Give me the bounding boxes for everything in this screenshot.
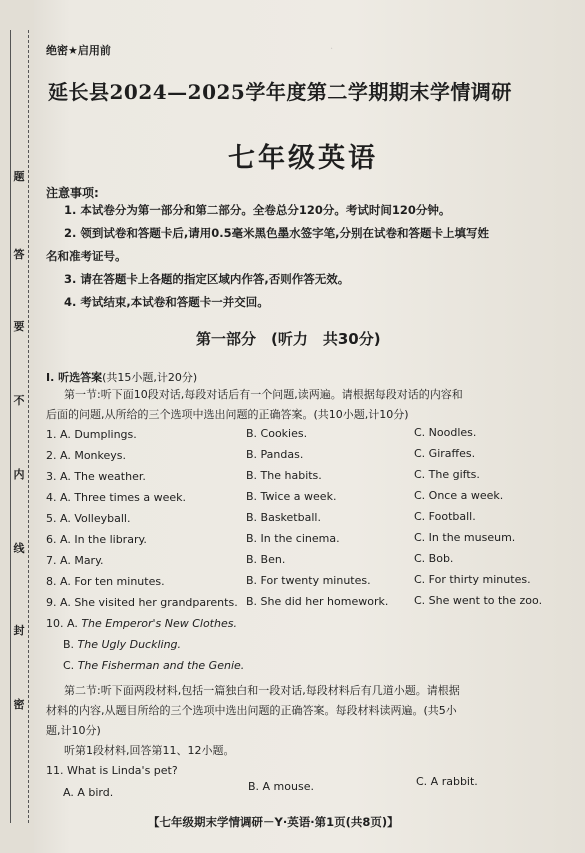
question-option-c: C. In the museum. (414, 531, 516, 544)
bleed-through-text: · (330, 44, 334, 55)
question-number: 2. (46, 449, 57, 462)
question-11-option-c: C. A rabbit. (416, 775, 478, 788)
binding-margin (0, 0, 34, 853)
question-option-b: B. For twenty minutes. (246, 574, 371, 587)
question-11-option-a: A. A bird. (63, 786, 114, 799)
option-text: A. The weather. (60, 470, 146, 483)
question-11-stem: 11. What is Linda's pet? (46, 764, 178, 777)
option-text: A. Mary. (60, 554, 104, 567)
question-option-c: C. Giraffes. (414, 447, 476, 460)
margin-char: 线 (13, 542, 25, 555)
question-number: 1. (46, 428, 57, 441)
question-number: 7. (46, 554, 57, 567)
notice-item: 4. 考试结束,本试卷和答题卡一并交回。 (64, 295, 269, 309)
question-option-c: C. For thirty minutes. (414, 573, 531, 586)
margin-char: 不 (13, 394, 25, 407)
section-1-intro-line: 后面的问题,从所给的三个选项中选出问题的正确答案。(共10小题,计10分) (46, 408, 409, 421)
part-one-title: 第一部分 (听力 共30分) (196, 330, 381, 348)
option-text: The Ugly Duckling. (77, 638, 182, 651)
section-one-heading (46, 369, 197, 385)
option-text: A. Dumplings. (60, 428, 137, 441)
margin-char: 题 (13, 170, 25, 183)
option-text: A. Volleyball. (60, 512, 131, 525)
question-number: 5. (46, 512, 57, 525)
option-text: A. She visited her grandparents. (60, 596, 238, 609)
notice-heading: 注意事项: (46, 186, 99, 200)
question-option-a (46, 554, 104, 567)
option-prefix: C. (63, 659, 78, 672)
notice-item: 1. 本试卷分为第一部分和第二部分。全卷总分120分。考试时间120分钟。 (64, 203, 451, 217)
section-1-intro-line (64, 385, 463, 405)
question-option-c: C. Noodles. (414, 426, 477, 439)
question-number: 4. (46, 491, 57, 504)
notice-item: 3. 请在答题卡上各题的指定区域内作答,否则作答无效。 (64, 272, 350, 286)
question-number: 10. (46, 617, 64, 630)
notice-item: 2. 领到试卷和答题卡后,请用0.5毫米黑色墨水签字笔,分别在试卷和答题卡上填写姓 (64, 226, 489, 240)
question-option-c: C. She went to the zoo. (414, 594, 543, 607)
margin-char: 封 (13, 624, 25, 637)
question-11-option-b: B. A mouse. (248, 780, 314, 793)
question-number: 3. (46, 470, 57, 483)
question-option-a (46, 512, 130, 525)
question-10-option-a (46, 617, 237, 630)
section-2-intro-line (64, 681, 460, 701)
question-option-a (46, 449, 126, 462)
question-10-option-c (63, 659, 244, 672)
question-option-b: B. Ben. (246, 553, 286, 566)
margin-char: 内 (13, 468, 25, 481)
confidential-label: 绝密★启用前 (46, 44, 111, 57)
margin-line (10, 30, 11, 823)
section-2-intro-line: 材料的内容,从题目所给的三个选项中选出问题的正确答案。每段材料读两遍。(共5小 (46, 704, 457, 717)
question-option-a (46, 491, 186, 504)
question-option-b: B. She did her homework. (246, 595, 389, 608)
question-option-b: B. The habits. (246, 469, 322, 482)
notice-item: 名和准考证号。 (46, 249, 127, 263)
question-option-b: B. Pandas. (246, 448, 304, 461)
question-option-b: B. In the cinema. (246, 532, 340, 545)
question-option-b: B. Basketball. (246, 511, 321, 524)
section-label: 第二节: (64, 684, 101, 697)
option-text: A. For ten minutes. (60, 575, 165, 588)
question-option-a (46, 575, 165, 588)
question-option-c: C. Once a week. (414, 489, 504, 502)
option-prefix: B. (63, 638, 78, 651)
option-text: The Fisherman and the Genie. (77, 659, 245, 672)
section-instruction: 听下面两段材料,包括一篇独白和一段对话,每段材料后有几道小题。请根据 (100, 684, 460, 697)
question-number: 9. (46, 596, 57, 609)
question-option-a (46, 470, 146, 483)
question-number: 8. (46, 575, 57, 588)
option-text: A. Three times a week. (60, 491, 187, 504)
option-text: A. Monkeys. (60, 449, 126, 462)
exam-title: 延长县2024—2025学年度第二学期期末学情调研 (48, 80, 512, 104)
question-option-a (46, 533, 147, 546)
question-option-c: C. Football. (414, 510, 476, 523)
question-option-a (46, 596, 238, 609)
margin-char: 答 (13, 248, 25, 261)
option-text: The Emperor's New Clothes. (81, 617, 237, 630)
section-one-title: Ⅰ. 听选答案 (46, 371, 103, 384)
section-instruction: 听下面10段对话,每段对话后有一个问题,读两遍。请根据每段对话的内容和 (100, 388, 463, 401)
option-text: A. In the library. (60, 533, 147, 546)
question-option-c: C. The gifts. (414, 468, 480, 481)
subject-title: 七年级英语 (228, 143, 378, 174)
question-number: 6. (46, 533, 57, 546)
page-footer: 【七年级期末学情调研－Y·英语·第1页(共8页)】 (148, 815, 399, 829)
margin-char: 密 (13, 698, 25, 711)
option-prefix: A. (67, 617, 82, 630)
margin-dashed-line (28, 30, 29, 823)
section-one-note: (共15小题,计20分) (102, 371, 198, 384)
margin-char: 要 (13, 320, 25, 333)
listening-material-1: 听第1段材料,回答第11、12小题。 (64, 744, 235, 757)
question-option-b: B. Cookies. (246, 427, 308, 440)
question-option-a (46, 428, 137, 441)
question-option-b: B. Twice a week. (246, 490, 337, 503)
section-2-intro-line: 题,计10分) (46, 724, 101, 737)
question-10-option-b (63, 638, 181, 651)
question-option-c: C. Bob. (414, 552, 454, 565)
section-label: 第一节: (64, 388, 101, 401)
